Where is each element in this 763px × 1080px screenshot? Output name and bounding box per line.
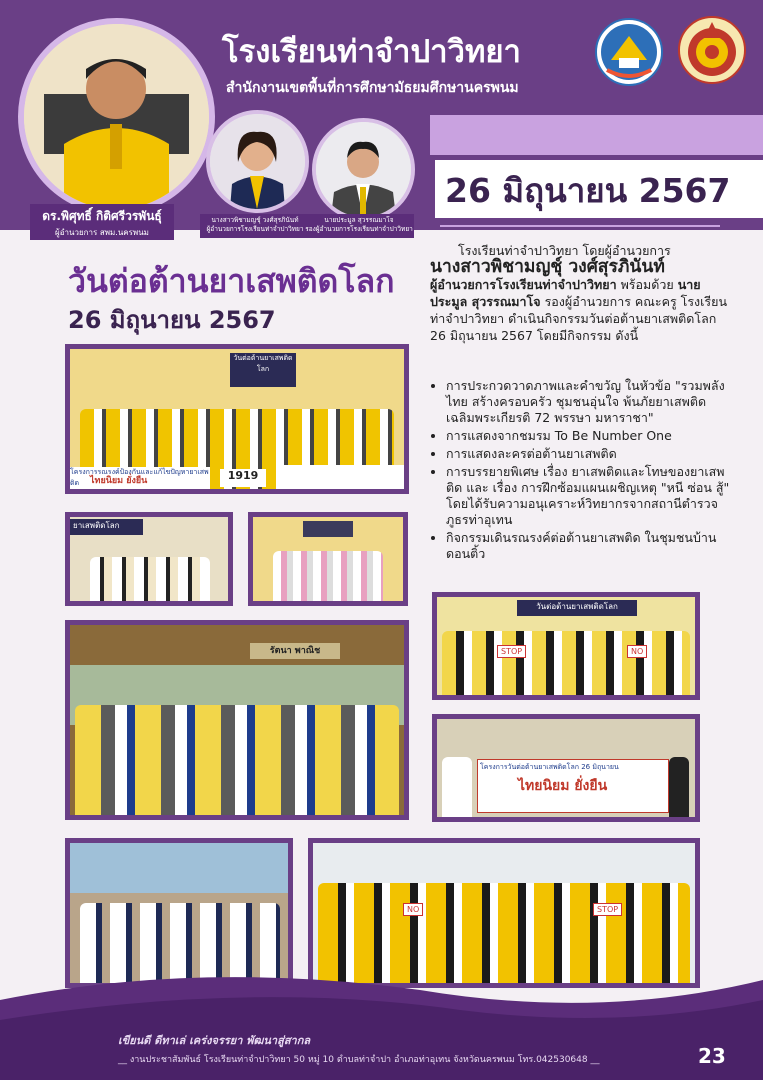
person-2-title: รองผู้อำนวยการโรงเรียนท่าจำปาวิทยา (305, 225, 413, 233)
director-photo (18, 18, 215, 215)
photo-drama (65, 512, 233, 606)
principal-role: ผู้อำนวยการโรงเรียนท่าจำปาวิทยา (430, 277, 617, 292)
director-title: ผู้อำนวยการ สพม.นครพนม (55, 228, 149, 237)
store-sign: รัตนา พาณิช (250, 643, 340, 659)
footer-info: __ งานประชาสัมพันธ์ โรงเรียนท่าจำปาวิทยา 50 หมู่ 10 ตำบลท่าจำปา อำเภอท่าอุเทน จังหวัดนครพนม โทร.042530648 __ (118, 1055, 600, 1065)
person-1-photo (206, 110, 309, 213)
photo-banner-1: วันต่อต้านยาเสพติดโลก (230, 353, 296, 387)
number-sign: 1919 (220, 469, 266, 487)
intro-paragraph (430, 276, 730, 344)
director-name-box (30, 204, 174, 240)
school-logo (595, 18, 663, 86)
director-name: ดร.พิศุทธิ์ กิติศรีวรพันธุ์ (42, 209, 162, 223)
page-number: 23 (698, 1044, 726, 1068)
person-1 (206, 110, 309, 233)
footer-credits: เขียนดี ดีทาเล่ เคร่งจรรยา พัฒนาสู่สากล (118, 1034, 311, 1047)
divider (440, 225, 720, 227)
principal-name: นางสาวพิชามญชุ์ วงศ์สุรภินันท์ (430, 257, 665, 277)
no-sign: NO (627, 645, 647, 658)
person-1-tag (200, 214, 310, 238)
photo-banner-3: ไทยนิยม ยั่งยืน (90, 476, 148, 486)
photo-banner-5: วันต่อต้านยาเสพติดโลก (517, 600, 637, 616)
photo-banner-7: ไทยนิยม ยั่งยืน (518, 778, 608, 794)
rally-no-sign: NO (403, 903, 423, 916)
article-title: วันต่อต้านยาเสพติดโลก (68, 262, 395, 300)
photo-signs (432, 592, 700, 700)
activity-item: • การประกวดวาดภาพและคำขวัญ ในหัวข้อ "รวมพลังไทย สร้างครอบครัว ชุมชนอุ่นใจ พ้นภัยยาเสพติด เฉลิมพระเกียรติ 72 พรรษา มหาราชา" (446, 378, 730, 426)
header-decor-band (430, 115, 763, 155)
obec-emblem-icon (680, 18, 744, 82)
activity-item: • การแสดงละครต่อต้านยาเสพติด (446, 446, 730, 462)
activity-item: • การบรรยายพิเศษ เรื่อง ยาเสพติดและโทษของยาเสพติด และ เรื่อง การฝึกซ้อมแผนเผชิญเหตุ "หนี ซ่อน สู้" โดยได้รับความอนุเคราะห์วิทยากรจากสถานีตำรวจภูธรท่าอุเทน (446, 464, 730, 528)
photo-banner-4: ยาเสพติดโลก (70, 519, 143, 535)
activity-item: • กิจกรรมเดินรณรงค์ต่อต้านยาเสพติด ในชุมชนบ้านดอนติ้ว (446, 530, 730, 562)
person-1-title: ผู้อำนวยการโรงเรียนท่าจำปาวิทยา (206, 225, 304, 233)
person-2-tag (304, 214, 414, 238)
person-1-name: นางสาวพิชามญชุ์ วงศ์สุรภินันท์ (211, 216, 299, 224)
office-name: สำนักงานเขตพื้นที่การศึกษามัธยมศึกษานครพนม (226, 80, 519, 96)
stop-sign: STOP (497, 645, 526, 658)
photo-police (65, 620, 409, 820)
intro-line-1: โรงเรียนท่าจำปาวิทยา โดยผู้อำนวยการ (458, 243, 671, 258)
photo-banner-6: โครงการวันต่อต้านยาเสพติดโลก 26 มิถุนายน (480, 763, 619, 771)
activity-list (430, 378, 730, 564)
person-2 (305, 118, 415, 233)
person-2-photo (312, 118, 415, 221)
photo-banner (432, 714, 700, 822)
rally-stop-sign: STOP (593, 903, 622, 916)
intro-line-2: พร้อมด้วย (616, 277, 674, 292)
activity-item: • การแสดงจากชมรม To Be Number One (446, 428, 730, 444)
photo-group (65, 344, 409, 494)
article-intro (430, 242, 730, 344)
school-name: โรงเรียนท่าจำปาวิทยา (222, 34, 521, 70)
deputy-name: นายประมูล สุวรรณมาโจ (430, 277, 701, 309)
person-2-name: นายประมูล สุวรรณมาโจ (324, 216, 394, 224)
school-logo-icon (597, 20, 661, 84)
photo-dance (248, 512, 408, 606)
article-date: 26 มิถุนายน 2567 (68, 306, 276, 334)
header-date: 26 มิถุนายน 2567 (445, 171, 731, 210)
obec-logo (678, 16, 746, 84)
intro-line-3: รองผู้อำนวยการ คณะครู โรงเรียนท่าจำปาวิทยา ดำเนินกิจกรรมวันต่อต้านยาเสพติดโลก 26 มิถุนายน 2567 โดยมีกิจกรรม ดังนี้ (430, 294, 728, 343)
photo-banner-2: โครงการรณรงค์ป้องกันและแก้ไขปัญหายาเสพติด (70, 468, 209, 487)
